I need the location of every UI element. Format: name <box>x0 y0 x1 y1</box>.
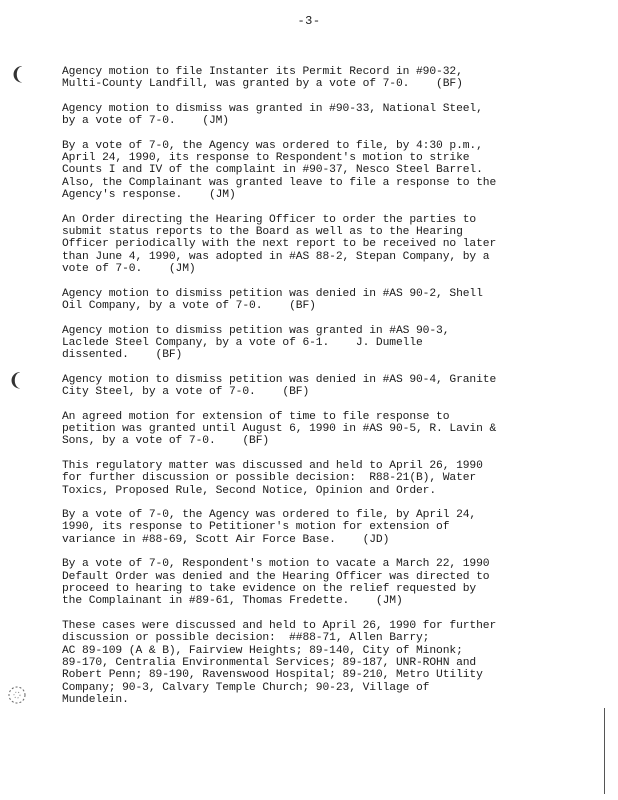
paragraph-motion-as-90-4: Agency motion to dismiss petition was denied in #AS 90-4, Granite City Steel, by a vote of 7-0. (BF) <box>62 373 497 399</box>
paragraph-order-as-88-2: An Order directing the Hearing Officer to order the parties to submit status reports to the Board as well as to the Hearing Officer periodically with the next report to be received no later than June 4, 1990, was adopted in #AS 88-2, Stepan Company, by a vote of 7-0. (JM) <box>62 213 497 276</box>
paragraph-motion-90-32: Agency motion to file Instanter its Permit Record in #90-32, Multi-County Landfill, was granted by a vote of 7-0. (BF) <box>62 66 463 91</box>
paragraph-motion-89-61: By a vote of 7-0, Respondent's motion to vacate a March 22, 1990 Default Order was denied and the Hearing Officer was directed to proceed to hearing to take evidence on the relief requested by the Complainant in #89-61, Thomas Fredette. (JM) <box>62 558 490 608</box>
paragraph-motion-as-90-3: Agency motion to dismiss petition was granted in #AS 90-3, Laclede Steel Company, by a vote of 6-1. J. Dumelle dissented. (BF) <box>62 324 450 362</box>
paragraph-motion-90-33: Agency motion to dismiss was granted in #90-33, National Steel, by a vote of 7-0. (JM) <box>62 102 483 128</box>
paragraph-order-90-37: By a vote of 7-0, the Agency was ordered to file, by 4:30 p.m., April 24, 1990, its response to Respondent's motion to strike Counts I and IV of the complaint in #90-37, Nesco Steel Barrel. Also, the Complainant was granted leave to file a response to the Agency's response. (JM) <box>62 139 497 202</box>
margin-mark: ❨ <box>8 370 24 391</box>
paragraph-cases-held: These cases were discussed and held to April 26, 1990 for further discussion or possible decision: ##88-71, Allen Barry; AC 89-109 (A & B), Fairview Heights; 89-140, City of Minonk; 89-170, Centralia Environmental Services; 89-187, UNR-ROHN and Robert Penn; 89-190, Ravenswood Hospital; 89-210, Metro Utility Company; 90-3, Calvary Temple Church; 90-23, Village of Mundelein. <box>62 619 497 707</box>
paragraph-motion-as-90-2: Agency motion to dismiss petition was denied in #AS 90-2, Shell Oil Company, by a vote of 7-0. (BF) <box>62 287 483 313</box>
paragraph-motion-as-90-5: An agreed motion for extension of time to file response to petition was granted until August 6, 1990 in #AS 90-5, R. Lavin & Sons, by a vote of 7-0. (BF) <box>62 410 497 448</box>
scan-edge-line <box>604 708 605 794</box>
page-number: -3- <box>297 14 321 28</box>
stamp-mark-icon <box>6 684 28 706</box>
minutes-body <box>62 66 542 719</box>
margin-mark: ❨ <box>10 64 26 85</box>
paragraph-order-88-69: By a vote of 7-0, the Agency was ordered to file, by April 24, 1990, its response to Petitioner's motion for extension of variance in #88-69, Scott Air Force Base. (JD) <box>62 508 477 546</box>
paragraph-regulatory-r88-21: This regulatory matter was discussed and held to April 26, 1990 for further discussion or possible decision: R88-21(B), Water Toxics, Proposed Rule, Second Notice, Opinion and Order. <box>62 459 483 497</box>
